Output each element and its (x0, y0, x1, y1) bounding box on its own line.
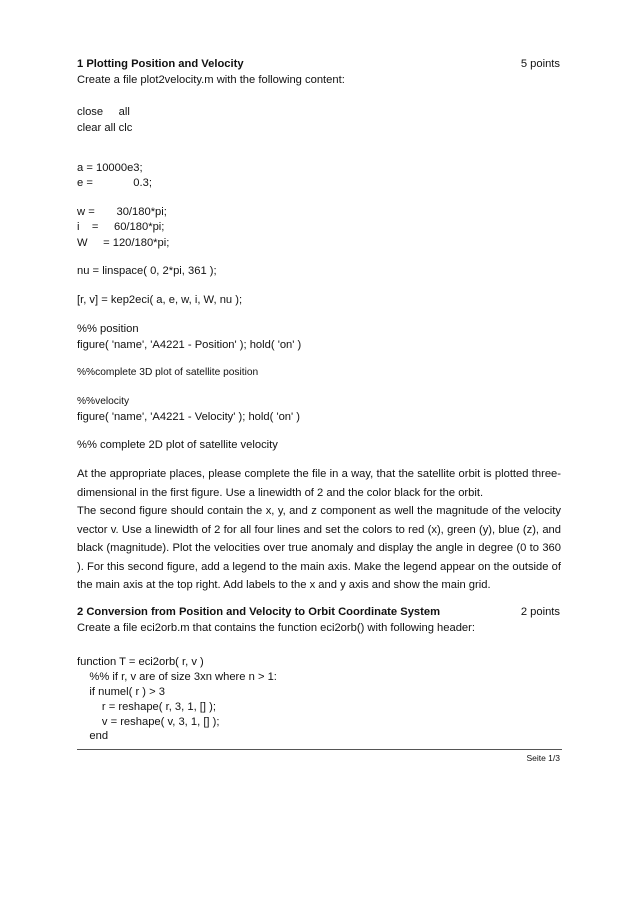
section-2-points: 2 points (520, 606, 560, 618)
code-line: figure( 'name', 'A4221 - Position' ); hold( 'on' ) (77, 339, 302, 351)
code-line: function T = eci2orb( r, v ) (77, 656, 204, 668)
code-line: W = 120/180*pi; (77, 237, 170, 249)
section-1-heading: 1 Plotting Position and Velocity (77, 58, 244, 70)
code-line: %%velocity (77, 396, 130, 407)
code-line: %% if r, v are of size 3xn where n > 1: (77, 671, 277, 683)
code-line: close all (77, 106, 130, 118)
code-line: a = 10000e3; (77, 162, 143, 174)
code-line: r = reshape( r, 3, 1, [] ); (77, 701, 216, 713)
code-line: e = 0.3; (77, 177, 152, 189)
section-2-intro: Create a file eci2orb.m that contains the function eci2orb() with following header: (77, 622, 475, 634)
code-line: clear all clc (77, 122, 133, 134)
section-1-paragraph-1: At the appropriate places, please complete the file in a way, that the satellite orbit is plotted three-dimensional in the first figure. Use a linewidth of 2 and the color black for the orbit. (77, 468, 561, 499)
section-2-heading: 2 Conversion from Position and Velocity to Orbit Coordinate System (77, 606, 441, 618)
code-line: v = reshape( v, 3, 1, [] ); (77, 716, 220, 728)
code-line: %% complete 2D plot of satellite velocity (77, 439, 278, 451)
code-line: w = 30/180*pi; (77, 206, 167, 218)
code-line: i = 60/180*pi; (77, 221, 165, 233)
code-line: end (77, 730, 109, 742)
page-number: Seite 1/3 (526, 753, 560, 763)
code-line: %%complete 3D plot of satellite position (77, 367, 259, 378)
code-line: if numel( r ) > 3 (77, 686, 165, 698)
code-line: figure( 'name', 'A4221 - Velocity' ); hold( 'on' ) (77, 411, 300, 423)
code-line: %% position (77, 323, 139, 335)
section-1-points: 5 points (520, 58, 560, 70)
section-1-paragraph-2: The second figure should contain the x, y, and z component as well the magnitude of the velocity vector v. Use a linewidth of 2 for all four lines and set the colors to red (x), green (y), blue (z), and black (magnitude). Plot the velocities over true anomaly and display the angle in degree (0 to 360 ). For this second figure, add a legend to the main axis. Make the legend appear on the outside of the main axis at the top right. Add labels to the x and y axis and show the main grid. (77, 505, 561, 591)
footer-divider (77, 749, 562, 750)
section-1-intro: Create a file plot2velocity.m with the following content: (77, 74, 345, 86)
code-line: nu = linspace( 0, 2*pi, 361 ); (77, 265, 217, 277)
code-line: [r, v] = kep2eci( a, e, w, i, W, nu ); (77, 294, 243, 306)
